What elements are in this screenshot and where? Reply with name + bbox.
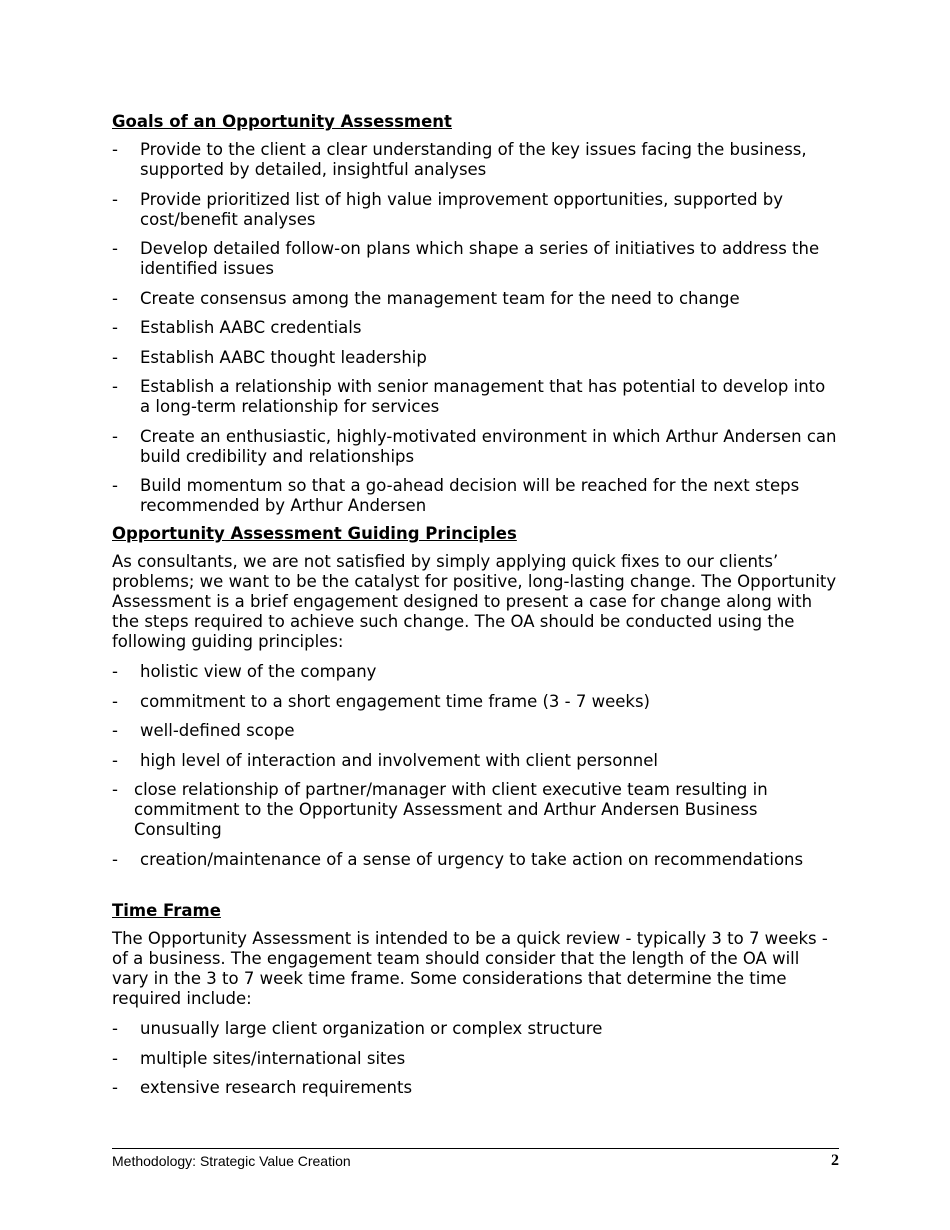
list-item: - Establish AABC thought leadership: [112, 347, 427, 367]
list-item: - Develop detailed follow-on plans which shape a series of initiatives to address the identified issues: [112, 239, 820, 278]
list-item: - Provide to the client a clear understanding of the key issues facing the business, supported by detailed, insightful analyses: [112, 140, 807, 179]
list-item: - commitment to a short engagement time frame (3 - 7 weeks): [112, 691, 650, 711]
list-item: - Create consensus among the management team for the need to change: [112, 288, 740, 308]
footer-title: Methodology: Strategic Value Creation: [112, 1153, 351, 1169]
list-item: - well-defined scope: [112, 721, 295, 740]
goals-heading: Goals of an Opportunity Assessment: [112, 112, 452, 131]
dash-bullet: -: [112, 239, 118, 258]
dash-bullet: -: [112, 849, 118, 869]
dash-bullet: -: [112, 426, 118, 446]
dash-bullet: -: [112, 377, 118, 396]
page-footer: [112, 1148, 839, 1169]
dash-bullet: -: [112, 691, 118, 711]
list-item: - Establish a relationship with senior management that has potential to develop into a long-term relationship for services: [112, 377, 826, 416]
dash-bullet: -: [112, 750, 118, 770]
list-item: - Create an enthusiastic, highly-motivated environment in which Arthur Andersen can build credibility and relationships: [112, 426, 837, 466]
document-body: [112, 110, 840, 1108]
dash-bullet: -: [112, 1019, 118, 1038]
list-item: - holistic view of the company: [112, 662, 377, 681]
list-item: - Establish AABC credentials: [112, 318, 362, 337]
principles-intro: As consultants, we are not satisfied by simply applying quick fixes to our clients’ problems; we want to be the catalyst for positive, long-lasting change. The Opportunity Assessment is a brief engagement designed to present a case for change along with the steps required to achieve such change. The OA should be conducted using the following guiding principles:: [112, 552, 837, 651]
dash-bullet: -: [112, 288, 118, 308]
dash-bullet: -: [112, 662, 118, 681]
list-item: - extensive research requirements: [112, 1078, 413, 1097]
dash-bullet: -: [112, 347, 118, 367]
list-item: - multiple sites/international sites: [112, 1048, 406, 1068]
dash-bullet: -: [112, 189, 118, 209]
list-item: - high level of interaction and involvement with client personnel: [112, 750, 658, 770]
list-item: - close relationship of partner/manager with client executive team resulting in commitment to the Opportunity Assessment and Arthur Andersen Business Consulting: [112, 780, 768, 839]
list-item: - Build momentum so that a go-ahead decision will be reached for the next steps recommended by Arthur Andersen: [112, 476, 800, 515]
timeframe-list: [112, 1019, 840, 1098]
timeframe-heading: Time Frame: [112, 901, 221, 920]
principles-heading: Opportunity Assessment Guiding Principles: [112, 524, 517, 543]
dash-bullet: -: [112, 140, 118, 159]
dash-bullet: -: [112, 1048, 118, 1068]
section-spacer: [112, 879, 840, 899]
dash-bullet: -: [112, 476, 118, 495]
principles-list: [112, 662, 840, 870]
timeframe-intro: The Opportunity Assessment is intended to be a quick review - typically 3 to 7 weeks - of a business. The engagement team should consider that the length of the OA will vary in the 3 to 7 week time frame. Some considerations that determine the time required include:: [112, 929, 828, 1008]
dash-bullet: -: [112, 721, 118, 740]
list-item: - creation/maintenance of a sense of urgency to take action on recommendations: [112, 849, 804, 869]
list-item: - unusually large client organization or complex structure: [112, 1019, 603, 1038]
list-item: - Provide prioritized list of high value improvement opportunities, supported by cost/benefit analyses: [112, 189, 784, 229]
goals-list: [112, 140, 840, 516]
dash-bullet: -: [112, 780, 118, 799]
page-number: 2: [831, 1152, 839, 1169]
dash-bullet: -: [112, 1078, 118, 1097]
dash-bullet: -: [112, 318, 118, 337]
